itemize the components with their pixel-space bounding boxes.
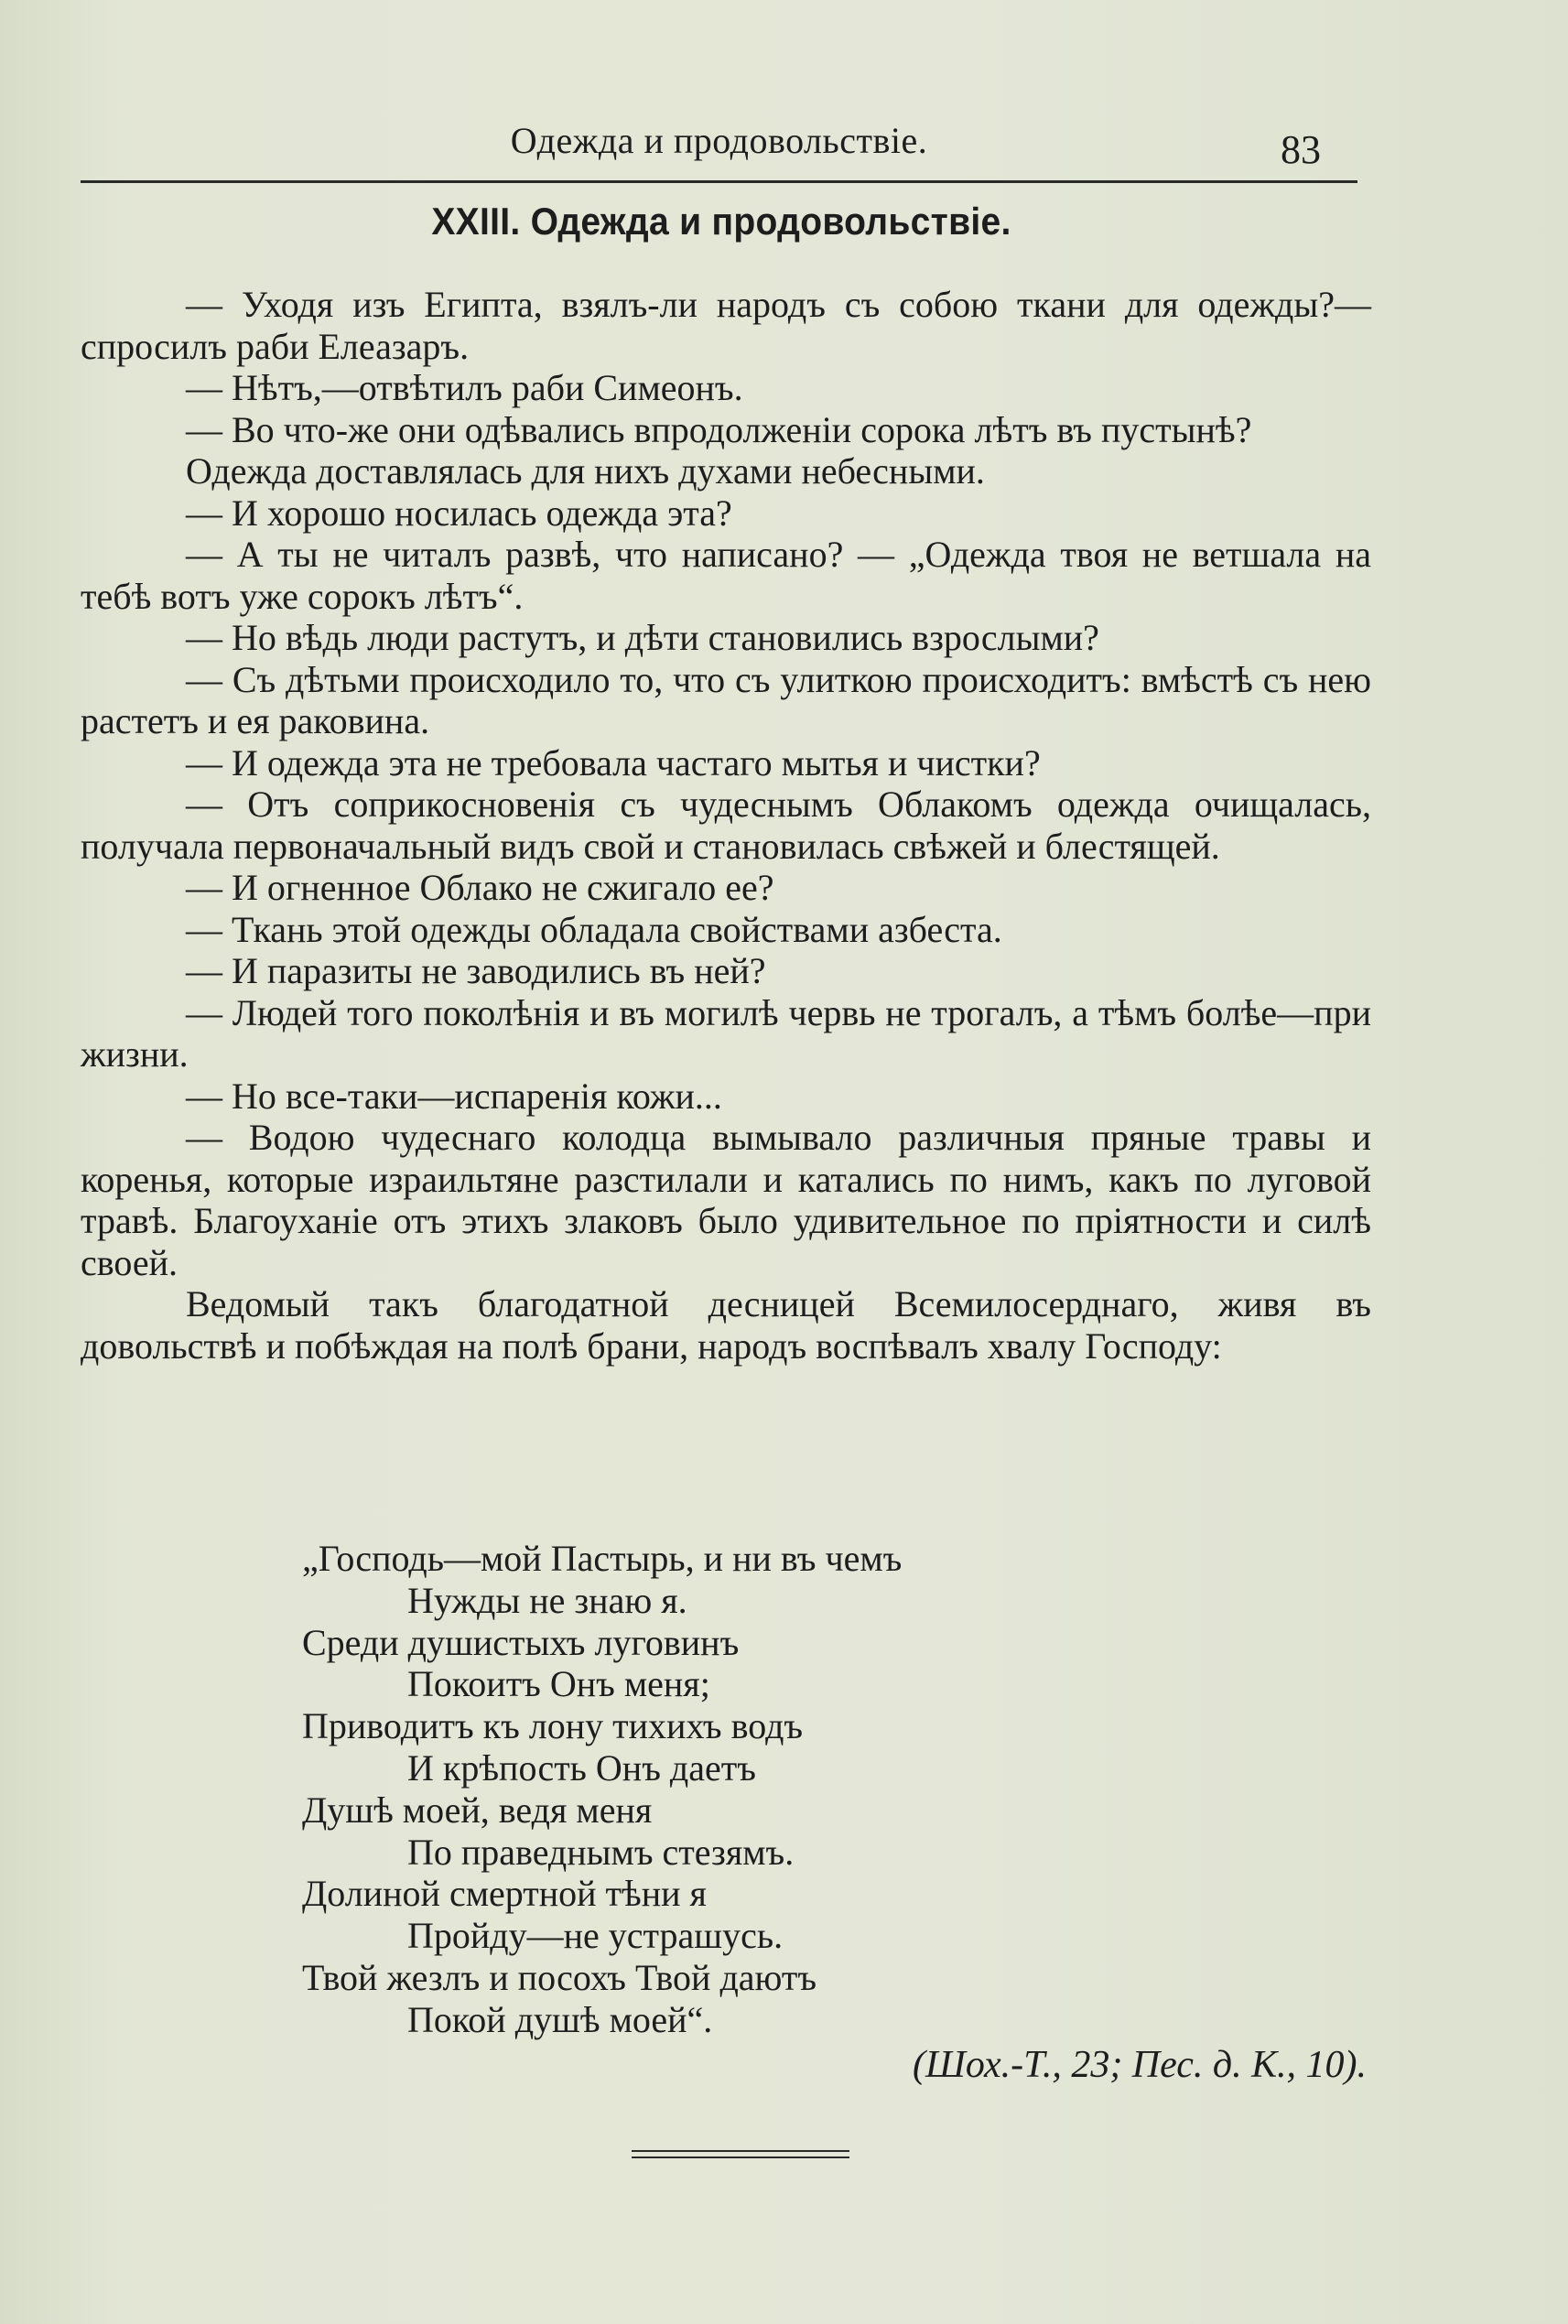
poem-line: Приводитъ къ лону тихихъ водъ (302, 1705, 804, 1747)
citation: (Шох.-Т., 23; Пес. д. К., 10). (913, 2044, 1367, 2086)
poem-line: И крѣпость Онъ даетъ (407, 1746, 756, 1789)
paragraph: — И хорошо носилась одежда эта? (186, 492, 732, 534)
paragraph: — Отъ соприкосновенія съ чудеснымъ Облакомъ одежда очищалась, получала первоначальный видъ свой и становилась свѣжей и блестящей. (81, 784, 1371, 867)
chapter-title: XXIII. Одежда и продовольствіе. (431, 200, 1011, 243)
paragraph: Ведомый такъ благодатной десницей Всемилосерднаго, живя въ довольствѣ и побѣждая на полѣ брани, народъ воспѣвалъ хвалу Господу: (81, 1283, 1371, 1367)
end-rule (632, 2156, 849, 2158)
paragraph: — Но все-таки—испаренія кожи... (186, 1075, 722, 1117)
poem-line: „Господь—мой Пастырь, и ни въ чемъ (302, 1538, 903, 1579)
paragraph: — Нѣтъ,—отвѣтилъ раби Симеонъ. (186, 367, 743, 408)
body-text (81, 284, 1371, 1367)
poem-line: Душѣ моей, ведя меня (302, 1789, 653, 1831)
poem-line: Среди душистыхъ луговинъ (302, 1621, 740, 1663)
paragraph: — Съ дѣтьми происходило то, что съ улиткою происходитъ: вмѣстѣ съ нею растетъ и ея раковина. (81, 658, 1371, 741)
poem-line: Нужды не знаю я. (407, 1579, 687, 1621)
header-rule (81, 180, 1357, 183)
end-rule (632, 2150, 849, 2152)
paragraph: — Уходя изъ Египта, взялъ-ли народъ съ собою ткани для одежды?—спросилъ раби Елеазаръ. (81, 284, 1371, 367)
paragraph: — Людей того поколѣнія и въ могилѣ червь не трогалъ, а тѣмъ болѣе—при жизни. (81, 991, 1371, 1075)
paragraph: — Водою чудеснаго колодца вымывало различныя пряные травы и коренья, которые израильтяне разстилали и катались по нимъ, какъ по луговой травѣ. Благоуханіе отъ этихъ злаковъ было удивительное по пріятности и силѣ своей. (81, 1117, 1371, 1283)
paragraph: — И одежда эта не требовала частаго мытья и чистки? (186, 741, 1041, 784)
psalm-poem (302, 1538, 902, 2041)
running-title: Одежда и продовольствіе. (510, 120, 928, 161)
poem-line: Долиной смертной тѣни я (302, 1873, 707, 1915)
paragraph: — И паразиты не заводились въ ней? (186, 950, 766, 991)
poem-line: Пройду—не устрашусь. (407, 1915, 784, 1957)
running-head (81, 113, 1357, 178)
paragraph: — Ткань этой одежды обладала свойствами азбеста. (186, 908, 1002, 950)
paragraph: — Во что-же они одѣвались впродолженіи сорока лѣтъ въ пустынѣ? (186, 408, 1252, 450)
poem-line: Твой жезлъ и посохъ Твой даютъ (302, 1956, 817, 1998)
poem-line: Покой душѣ моей“. (407, 1998, 713, 2040)
paragraph: Одежда доставлялась для нихъ духами небесными. (186, 450, 985, 492)
paragraph: — А ты не читалъ развѣ, что написано? — „Одежда твоя не ветшала на тебѣ вотъ уже сорокъ лѣтъ“. (81, 534, 1371, 617)
poem-line: По праведнымъ стезямъ. (407, 1831, 795, 1873)
paragraph: — Но вѣдь люди растутъ, и дѣти становились взрослыми? (186, 617, 1099, 658)
page-number: 83 (1281, 127, 1321, 172)
paragraph: — И огненное Облако не сжигало ее? (186, 867, 774, 908)
poem-line: Покоитъ Онъ меня; (407, 1663, 710, 1705)
